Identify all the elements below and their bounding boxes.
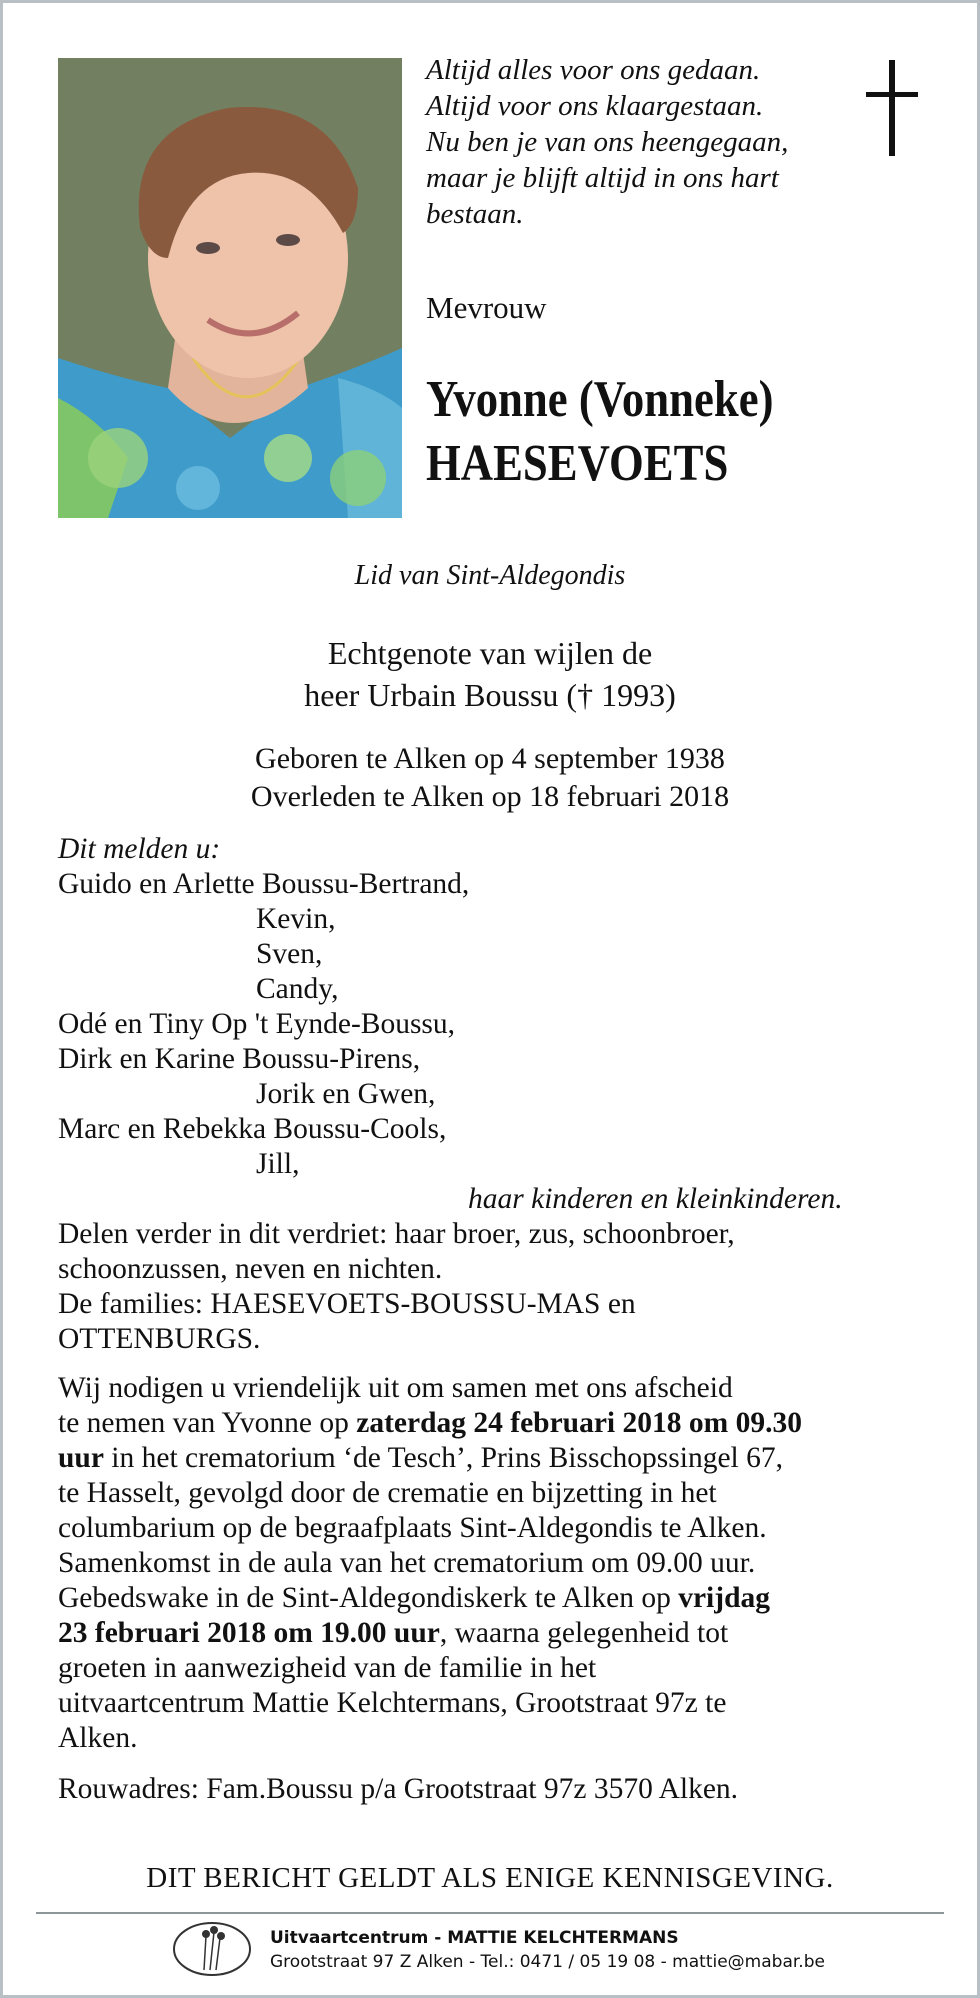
portrait-photo <box>58 58 402 518</box>
announcement-intro: Dit melden u: <box>58 833 221 865</box>
deceased-name <box>426 368 773 496</box>
invitation-line: Wij nodigen u vriendelijk uit om samen met ons afscheid <box>58 1372 733 1404</box>
poem-line: bestaan. <box>426 198 524 230</box>
family-member: Guido en Arlette Boussu-Bertrand, <box>58 868 470 900</box>
family-member: Candy, <box>256 973 339 1005</box>
footer-divider <box>36 1912 944 1914</box>
official-notice: DIT BERICHT GELDT ALS ENIGE KENNISGEVING. <box>146 1862 834 1894</box>
poem-line: Nu ben je van ons heengegaan, <box>426 126 789 158</box>
invitation-text: Gebedswake in de Sint-Aldegondiskerk te Alken op <box>58 1582 679 1614</box>
poem <box>426 52 866 232</box>
poem-line: Altijd voor ons klaargestaan. <box>426 90 764 122</box>
ceremony-date-unit: uur <box>58 1442 104 1474</box>
family-member: Dirk en Karine Boussu-Pirens, <box>58 1043 421 1075</box>
invitation-line <box>58 1441 938 1476</box>
family-member: Jill, <box>256 1148 300 1180</box>
invitation-line <box>58 1581 938 1616</box>
invitation-text: in het crematorium ‘de Tesch’, Prins Bisschopssingel 67, <box>103 1442 783 1474</box>
name-line-last: HAESEVOETS <box>426 435 729 492</box>
spouse-line: Echtgenote van wijlen de <box>327 635 653 671</box>
invitation <box>58 1371 938 1756</box>
families-line: De families: HAESEVOETS-BOUSSU-MAS en <box>58 1288 636 1320</box>
invitation-line <box>58 1406 938 1441</box>
family-member: Odé en Tiny Op 't Eynde-Boussu, <box>58 1008 456 1040</box>
invitation-line: te Hasselt, gevolgd door de crematie en bijzetting in het <box>58 1477 717 1509</box>
others-line: Delen verder in dit verdriet: haar broer, zus, schoonbroer, <box>58 1218 735 1250</box>
funeral-home-name: Uitvaartcentrum - MATTIE KELCHTERMANS <box>270 1928 679 1948</box>
salutation: Mevrouw <box>426 290 547 325</box>
invitation-line: groeten in aanwezigheid van de familie in het <box>58 1652 597 1684</box>
family-member: Jorik en Gwen, <box>256 1078 436 1110</box>
spouse-line: heer Urbain Boussu († 1993) <box>304 677 676 713</box>
invitation-line: Alken. <box>58 1722 138 1754</box>
family-label: haar kinderen en kleinkinderen. <box>468 1183 843 1215</box>
vigil-date: 23 februari 2018 om 19.00 uur <box>58 1617 440 1649</box>
invitation-line: Samenkomst in de aula van het crematorium om 09.00 uur. <box>58 1547 756 1579</box>
family-member: Sven, <box>256 938 323 970</box>
poem-line: Altijd alles voor ons gedaan. <box>426 54 761 86</box>
funeral-home-logo-icon <box>170 1918 254 1980</box>
family-list <box>58 867 938 1182</box>
funeral-home-info <box>270 1926 825 1974</box>
announcement-body <box>58 832 938 1807</box>
invitation-line <box>58 1616 938 1651</box>
poem-line: maar je blijft altijd in ons hart <box>426 162 779 194</box>
membership: Lid van Sint-Aldegondis <box>354 560 626 591</box>
invitation-text: te nemen van Yvonne op <box>58 1407 357 1439</box>
others-line: schoonzussen, neven en nichten. <box>58 1253 443 1285</box>
mourning-address: Rouwadres: Fam.Boussu p/a Grootstraat 97z 3570 Alken. <box>58 1773 739 1805</box>
birth-date: Geboren te Alken op 4 september 1938 <box>255 742 725 775</box>
invitation-line: uitvaartcentrum Mattie Kelchtermans, Grootstraat 97z te <box>58 1687 727 1719</box>
families-line: OTTENBURGS. <box>58 1323 261 1355</box>
invitation-text: , waarna gelegenheid tot <box>439 1617 729 1649</box>
spouse-info <box>0 632 980 716</box>
funeral-home-contact: Grootstraat 97 Z Alken - Tel.: 0471 / 05 19 08 - mattie@mabar.be <box>270 1952 825 1972</box>
family-member: Marc en Rebekka Boussu-Cools, <box>58 1113 447 1145</box>
family-member: Kevin, <box>256 903 336 935</box>
cross-icon <box>860 58 924 158</box>
name-line-first: Yvonne (Vonneke) <box>426 371 774 428</box>
ceremony-date: zaterdag 24 februari 2018 om 09.30 <box>356 1407 802 1439</box>
life-dates <box>0 740 980 816</box>
invitation-line: columbarium op de begraafplaats Sint-Aldegondis te Alken. <box>58 1512 767 1544</box>
death-date: Overleden te Alken op 18 februari 2018 <box>250 780 730 813</box>
vigil-day: vrijdag <box>678 1582 770 1614</box>
